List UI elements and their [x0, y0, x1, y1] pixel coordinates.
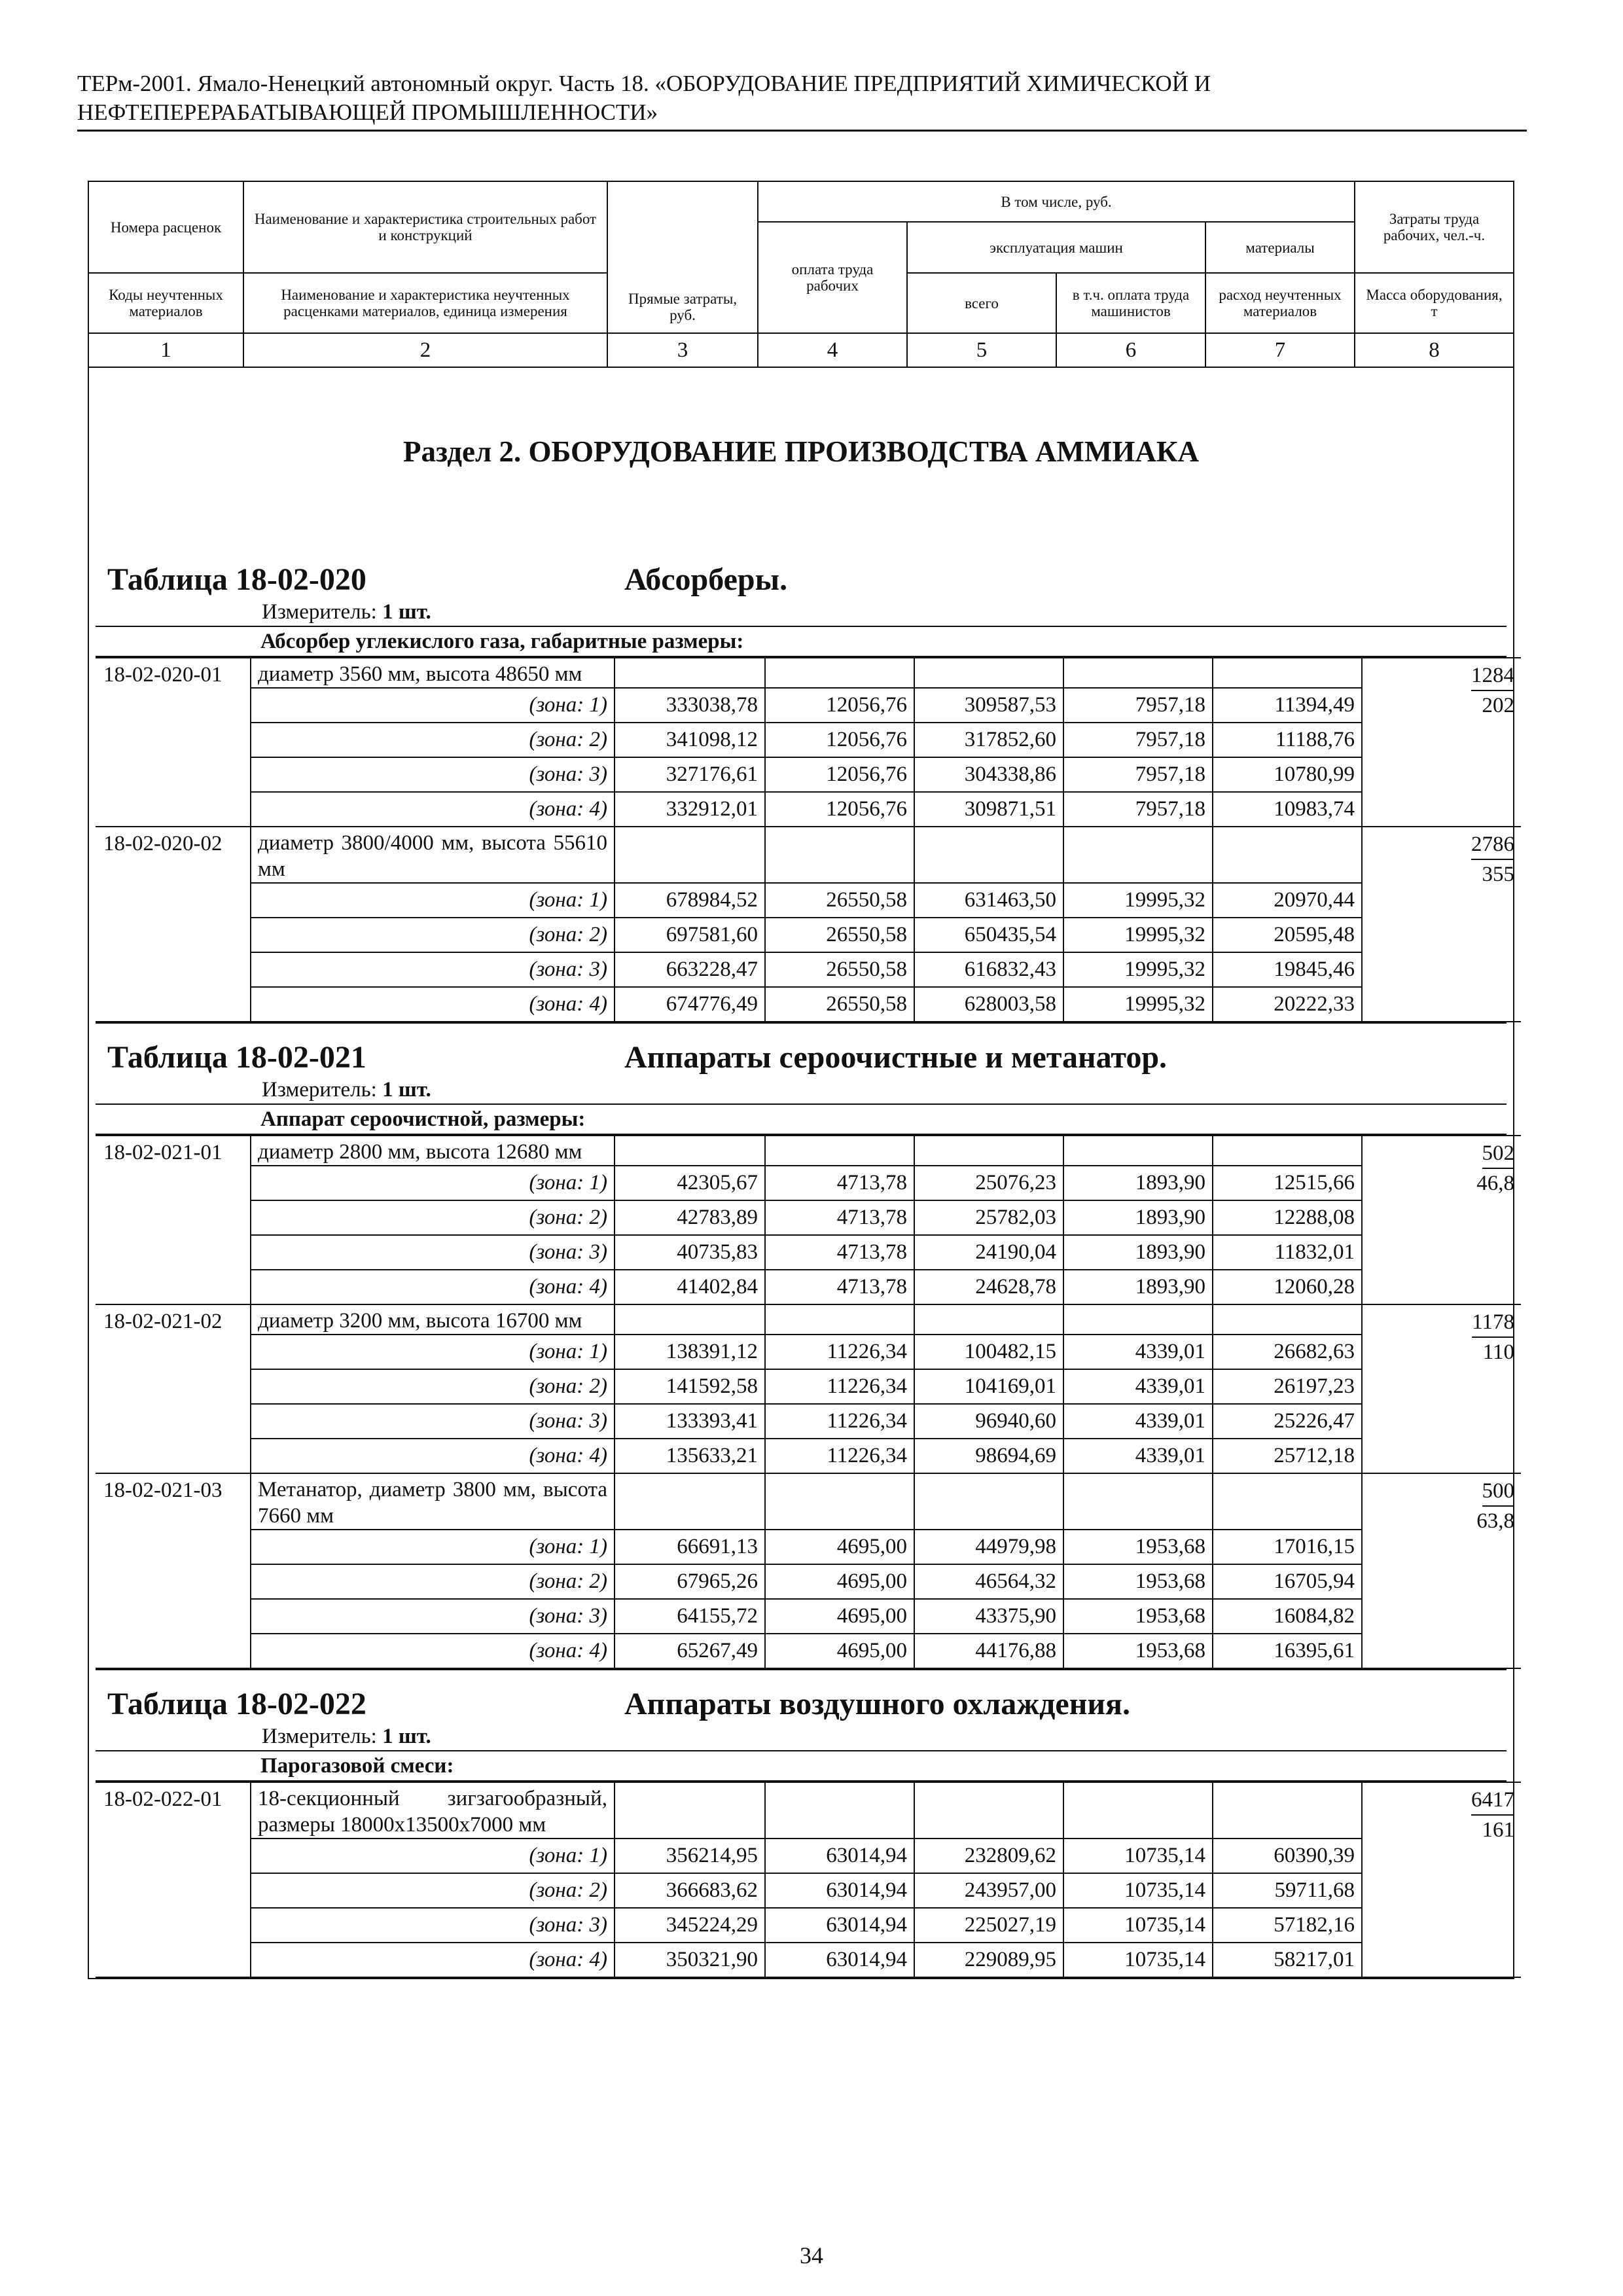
value-mach: 304338,86 — [914, 757, 1063, 792]
value-wages: 11226,34 — [765, 1439, 914, 1473]
value-mach-wages: 1953,68 — [1063, 1564, 1213, 1599]
measure-label: Измеритель: — [262, 600, 377, 624]
section-title: Раздел 2. ОБОРУДОВАНИЕ ПРОИЗВОДСТВА АММИАКА — [403, 435, 1199, 468]
value-mach-wages: 4339,01 — [1063, 1439, 1213, 1473]
table-row — [96, 1908, 1521, 1943]
empty-cell — [615, 827, 765, 883]
rate-code: 18-02-022-01 — [96, 1782, 251, 1977]
value-direct: 41402,84 — [615, 1270, 765, 1304]
price-table — [88, 181, 1514, 1979]
empty-cell — [1213, 658, 1362, 688]
col3-header: Прямые затраты, руб. — [607, 181, 758, 333]
zone-label: (зона: 1) — [251, 1335, 615, 1369]
value-materials: 11394,49 — [1213, 688, 1362, 723]
table-title — [96, 1024, 1507, 1076]
value-materials: 19845,46 — [1213, 952, 1362, 987]
column-number: 5 — [907, 333, 1056, 367]
header-rule — [77, 130, 1527, 132]
value-materials: 20970,44 — [1213, 883, 1362, 918]
table-row — [96, 1873, 1521, 1908]
zone-label: (зона: 4) — [251, 987, 615, 1022]
empty-cell — [1063, 1304, 1213, 1335]
value-mach: 43375,90 — [914, 1599, 1063, 1634]
zone-label: (зона: 4) — [251, 1943, 615, 1977]
empty-cell — [1063, 1782, 1213, 1839]
value-mach-wages: 19995,32 — [1063, 952, 1213, 987]
value-mach: 309871,51 — [914, 792, 1063, 827]
subheading: Абсорбер углекислого газа, габаритные размеры: — [96, 626, 1507, 657]
empty-cell — [615, 1136, 765, 1166]
value-materials: 57182,16 — [1213, 1908, 1362, 1943]
zone-label: (зона: 3) — [251, 1599, 615, 1634]
value-mach: 25782,03 — [914, 1200, 1063, 1235]
zone-label: (зона: 3) — [251, 1908, 615, 1943]
zone-label: (зона: 1) — [251, 1839, 615, 1873]
value-direct: 141592,58 — [615, 1369, 765, 1404]
value-wages: 26550,58 — [765, 918, 914, 952]
value-materials: 20595,48 — [1213, 918, 1362, 952]
labor-cost: 1178 — [1472, 1308, 1514, 1338]
value-direct: 678984,52 — [615, 883, 765, 918]
value-wages: 11226,34 — [765, 1335, 914, 1369]
value-mach: 98694,69 — [914, 1439, 1063, 1473]
equipment-mass: 161 — [1482, 1818, 1514, 1842]
table-row — [96, 1235, 1521, 1270]
col7-header-top: материалы — [1205, 222, 1355, 273]
value-mach-wages: 1893,90 — [1063, 1200, 1213, 1235]
column-number: 2 — [243, 333, 607, 367]
value-direct: 42783,89 — [615, 1200, 765, 1235]
value-mach-wages: 10735,14 — [1063, 1908, 1213, 1943]
col2-header-bottom: Наименование и характеристика неучтенных расценками материалов, единица измерения — [243, 273, 607, 333]
value-materials: 16084,82 — [1213, 1599, 1362, 1634]
labor-mass-cell — [1362, 1136, 1521, 1304]
zone-label: (зона: 2) — [251, 1369, 615, 1404]
value-mach: 243957,00 — [914, 1873, 1063, 1908]
value-wages: 63014,94 — [765, 1908, 914, 1943]
zone-label: (зона: 2) — [251, 723, 615, 757]
table-number: Таблица 18-02-022 — [107, 1687, 366, 1721]
value-materials: 12515,66 — [1213, 1166, 1362, 1200]
value-materials: 26197,23 — [1213, 1369, 1362, 1404]
table-block — [96, 546, 1514, 1022]
equipment-mass: 110 — [1482, 1340, 1514, 1364]
rate-code: 18-02-020-01 — [96, 658, 251, 827]
column-number: 3 — [607, 333, 758, 367]
value-mach-wages: 19995,32 — [1063, 918, 1213, 952]
empty-cell — [914, 1782, 1063, 1839]
column-number: 7 — [1205, 333, 1355, 367]
table-row — [96, 1369, 1521, 1404]
empty-cell — [1063, 827, 1213, 883]
value-materials: 26682,63 — [1213, 1335, 1362, 1369]
value-wages: 26550,58 — [765, 987, 914, 1022]
table-row — [96, 952, 1521, 987]
value-mach-wages: 1953,68 — [1063, 1634, 1213, 1668]
value-mach: 24190,04 — [914, 1235, 1063, 1270]
value-materials: 25226,47 — [1213, 1404, 1362, 1439]
header-line-2: НЕФТЕПЕРЕРАБАТЫВАЮЩЕЙ ПРОМЫШЛЕННОСТИ» — [77, 99, 658, 125]
measure-unit — [96, 598, 1507, 626]
column-number: 4 — [758, 333, 907, 367]
value-wages: 4713,78 — [765, 1166, 914, 1200]
value-direct: 356214,95 — [615, 1839, 765, 1873]
value-mach: 225027,19 — [914, 1908, 1063, 1943]
value-wages: 12056,76 — [765, 792, 914, 827]
labor-mass-cell — [1362, 658, 1521, 827]
rate-description: диаметр 3560 мм, высота 48650 мм — [251, 658, 615, 688]
table-row — [96, 792, 1521, 827]
value-mach: 25076,23 — [914, 1166, 1063, 1200]
zone-label: (зона: 3) — [251, 1404, 615, 1439]
col5-header: всего — [907, 273, 1056, 333]
zone-label: (зона: 4) — [251, 1634, 615, 1668]
measure-value: 1 шт. — [382, 1725, 431, 1748]
value-direct: 332912,01 — [615, 792, 765, 827]
table-name: Аппараты сероочистные и метанатор. — [624, 1040, 1168, 1075]
empty-cell — [765, 1304, 914, 1335]
table-row — [96, 1439, 1521, 1473]
table-row — [96, 658, 1521, 688]
table-row — [96, 1634, 1521, 1668]
labor-mass-cell — [1362, 1782, 1521, 1977]
empty-cell — [765, 827, 914, 883]
zone-label: (зона: 2) — [251, 1200, 615, 1235]
value-materials: 58217,01 — [1213, 1943, 1362, 1977]
empty-cell — [765, 1473, 914, 1530]
zone-label: (зона: 1) — [251, 1530, 615, 1564]
data-table — [96, 657, 1521, 1022]
col6-header: в т.ч. оплата труда машинистов — [1056, 273, 1205, 333]
table-row — [96, 1404, 1521, 1439]
empty-cell — [615, 658, 765, 688]
empty-cell — [765, 658, 914, 688]
table-row — [96, 1782, 1521, 1839]
table-row — [96, 987, 1521, 1022]
measure-value: 1 шт. — [382, 600, 431, 624]
value-direct: 65267,49 — [615, 1634, 765, 1668]
value-mach-wages: 10735,14 — [1063, 1839, 1213, 1873]
zone-label: (зона: 2) — [251, 918, 615, 952]
measure-unit — [96, 1076, 1507, 1103]
equipment-mass: 46,8 — [1476, 1172, 1514, 1195]
labor-cost: 502 — [1482, 1139, 1515, 1169]
col1-header-top: Номера расценок — [88, 181, 243, 273]
table-number: Таблица 18-02-020 — [107, 562, 366, 597]
value-mach-wages: 4339,01 — [1063, 1369, 1213, 1404]
col7-header-bottom: расход неучтенных материалов — [1205, 273, 1355, 333]
empty-cell — [1213, 1304, 1362, 1335]
value-direct: 42305,67 — [615, 1166, 765, 1200]
value-wages: 63014,94 — [765, 1943, 914, 1977]
rate-code: 18-02-021-01 — [96, 1136, 251, 1304]
value-mach-wages: 10735,14 — [1063, 1943, 1213, 1977]
value-materials: 10780,99 — [1213, 757, 1362, 792]
data-table — [96, 1135, 1521, 1669]
empty-cell — [914, 658, 1063, 688]
data-table — [96, 1782, 1521, 1978]
value-mach-wages: 10735,14 — [1063, 1873, 1213, 1908]
zone-label: (зона: 3) — [251, 757, 615, 792]
value-mach: 44979,98 — [914, 1530, 1063, 1564]
value-direct: 66691,13 — [615, 1530, 765, 1564]
table-row — [96, 1335, 1521, 1369]
table-row — [96, 1599, 1521, 1634]
value-mach-wages: 7957,18 — [1063, 723, 1213, 757]
equipment-mass: 355 — [1482, 863, 1514, 886]
value-direct: 674776,49 — [615, 987, 765, 1022]
measure-value: 1 шт. — [382, 1078, 431, 1102]
value-materials: 25712,18 — [1213, 1439, 1362, 1473]
labor-mass-cell — [1362, 827, 1521, 1022]
table-row — [96, 1839, 1521, 1873]
table-body — [88, 367, 1514, 1979]
labor-cost: 6417 — [1471, 1785, 1514, 1816]
value-materials: 16395,61 — [1213, 1634, 1362, 1668]
value-wages: 4695,00 — [765, 1564, 914, 1599]
table-name: Аппараты воздушного охлаждения. — [624, 1687, 1130, 1721]
empty-cell — [615, 1304, 765, 1335]
measure-label: Измеритель: — [262, 1078, 377, 1102]
table-block — [96, 1022, 1514, 1669]
empty-cell — [1213, 1136, 1362, 1166]
rate-description: Метанатор, диаметр 3800 мм, высота 7660 мм — [251, 1473, 615, 1530]
value-materials: 11188,76 — [1213, 723, 1362, 757]
zone-label: (зона: 1) — [251, 688, 615, 723]
value-wages: 63014,94 — [765, 1839, 914, 1873]
value-materials: 16705,94 — [1213, 1564, 1362, 1599]
column-number: 6 — [1056, 333, 1205, 367]
rate-code: 18-02-020-02 — [96, 827, 251, 1022]
empty-cell — [914, 1136, 1063, 1166]
col2-header-top: Наименование и характеристика строительных работ и конструкций — [243, 181, 607, 273]
zone-label: (зона: 4) — [251, 1439, 615, 1473]
col1-header-bottom: Коды неучтенных материалов — [88, 273, 243, 333]
value-direct: 350321,90 — [615, 1943, 765, 1977]
measure-label: Измеритель: — [262, 1725, 377, 1748]
value-mach: 232809,62 — [914, 1839, 1063, 1873]
group-header-machines: эксплуатация машин — [907, 222, 1205, 273]
value-direct: 138391,12 — [615, 1335, 765, 1369]
value-mach: 24628,78 — [914, 1270, 1063, 1304]
value-mach: 631463,50 — [914, 883, 1063, 918]
value-materials: 20222,33 — [1213, 987, 1362, 1022]
empty-cell — [1213, 1473, 1362, 1530]
value-mach: 229089,95 — [914, 1943, 1063, 1977]
value-materials: 10983,74 — [1213, 792, 1362, 827]
value-direct: 135633,21 — [615, 1439, 765, 1473]
rate-description: диаметр 3200 мм, высота 16700 мм — [251, 1304, 615, 1335]
empty-cell — [765, 1782, 914, 1839]
table-row — [96, 723, 1521, 757]
table-row — [96, 1564, 1521, 1599]
value-mach: 628003,58 — [914, 987, 1063, 1022]
table-row — [96, 1200, 1521, 1235]
empty-cell — [1063, 1136, 1213, 1166]
value-materials: 12288,08 — [1213, 1200, 1362, 1235]
zone-label: (зона: 4) — [251, 1270, 615, 1304]
subheading: Парогазовой смеси: — [96, 1750, 1507, 1782]
empty-cell — [1063, 1473, 1213, 1530]
empty-cell — [1063, 658, 1213, 688]
column-number: 1 — [88, 333, 243, 367]
value-wages: 12056,76 — [765, 688, 914, 723]
table-row — [96, 1473, 1521, 1530]
value-mach-wages: 7957,18 — [1063, 757, 1213, 792]
table-title — [96, 1670, 1507, 1723]
value-materials: 17016,15 — [1213, 1530, 1362, 1564]
table-row — [96, 1136, 1521, 1166]
value-materials: 12060,28 — [1213, 1270, 1362, 1304]
table-title — [96, 546, 1507, 598]
value-mach: 100482,15 — [914, 1335, 1063, 1369]
value-mach-wages: 7957,18 — [1063, 688, 1213, 723]
column-number: 8 — [1355, 333, 1514, 367]
table-row — [96, 827, 1521, 883]
value-mach: 616832,43 — [914, 952, 1063, 987]
value-wages: 11226,34 — [765, 1404, 914, 1439]
zone-label: (зона: 2) — [251, 1873, 615, 1908]
table-row — [96, 688, 1521, 723]
value-direct: 333038,78 — [615, 688, 765, 723]
value-wages: 4695,00 — [765, 1599, 914, 1634]
table-row — [96, 1270, 1521, 1304]
table-row — [96, 883, 1521, 918]
value-mach: 317852,60 — [914, 723, 1063, 757]
value-wages: 4695,00 — [765, 1530, 914, 1564]
table-row — [96, 1943, 1521, 1977]
value-materials: 11832,01 — [1213, 1235, 1362, 1270]
labor-mass-cell — [1362, 1473, 1521, 1668]
value-mach-wages: 1893,90 — [1063, 1235, 1213, 1270]
rate-code: 18-02-021-03 — [96, 1473, 251, 1668]
value-materials: 60390,39 — [1213, 1839, 1362, 1873]
value-mach: 46564,32 — [914, 1564, 1063, 1599]
table-row — [96, 918, 1521, 952]
value-wages: 4713,78 — [765, 1200, 914, 1235]
page-number: 34 — [800, 2242, 823, 2269]
value-direct: 697581,60 — [615, 918, 765, 952]
rate-description: 18-секционный зигзагообразный, размеры 18000х13500х7000 мм — [251, 1782, 615, 1839]
value-direct: 663228,47 — [615, 952, 765, 987]
value-wages: 4713,78 — [765, 1235, 914, 1270]
value-wages: 26550,58 — [765, 952, 914, 987]
empty-cell — [615, 1782, 765, 1839]
group-header-incl: В том числе, руб. — [758, 181, 1355, 222]
value-mach-wages: 4339,01 — [1063, 1404, 1213, 1439]
empty-cell — [914, 827, 1063, 883]
empty-cell — [765, 1136, 914, 1166]
empty-cell — [615, 1473, 765, 1530]
value-mach-wages: 1893,90 — [1063, 1270, 1213, 1304]
table-row — [96, 1304, 1521, 1335]
header-line-1: ТЕРм-2001. Ямало-Ненецкий автономный округ. Часть 18. «ОБОРУДОВАНИЕ ПРЕДПРИЯТИЙ ХИМИЧЕСКОЙ И — [77, 71, 1211, 96]
labor-cost: 1284 — [1471, 661, 1514, 691]
subheading: Аппарат сероочистной, размеры: — [96, 1103, 1507, 1135]
value-mach: 96940,60 — [914, 1404, 1063, 1439]
value-wages: 4695,00 — [765, 1634, 914, 1668]
zone-label: (зона: 3) — [251, 1235, 615, 1270]
value-mach-wages: 19995,32 — [1063, 987, 1213, 1022]
value-materials: 59711,68 — [1213, 1873, 1362, 1908]
table-block — [96, 1669, 1514, 1978]
value-direct: 64155,72 — [615, 1599, 765, 1634]
equipment-mass: 202 — [1482, 694, 1514, 717]
value-wages: 12056,76 — [765, 723, 914, 757]
value-direct: 345224,29 — [615, 1908, 765, 1943]
rate-description: диаметр 3800/4000 мм, высота 55610 мм — [251, 827, 615, 883]
col4-header: оплата труда рабочих — [758, 222, 907, 333]
value-mach: 104169,01 — [914, 1369, 1063, 1404]
value-direct: 40735,83 — [615, 1235, 765, 1270]
zone-label: (зона: 1) — [251, 883, 615, 918]
zone-label: (зона: 1) — [251, 1166, 615, 1200]
rate-code: 18-02-021-02 — [96, 1304, 251, 1473]
empty-cell — [914, 1473, 1063, 1530]
table-row — [96, 1530, 1521, 1564]
value-mach: 650435,54 — [914, 918, 1063, 952]
empty-cell — [914, 1304, 1063, 1335]
value-wages: 26550,58 — [765, 883, 914, 918]
value-direct: 67965,26 — [615, 1564, 765, 1599]
value-mach: 309587,53 — [914, 688, 1063, 723]
zone-label: (зона: 4) — [251, 792, 615, 827]
empty-cell — [1213, 827, 1362, 883]
zone-label: (зона: 3) — [251, 952, 615, 987]
value-direct: 133393,41 — [615, 1404, 765, 1439]
value-wages: 11226,34 — [765, 1369, 914, 1404]
measure-unit — [96, 1723, 1507, 1750]
tables-container — [96, 546, 1514, 1978]
empty-cell — [1213, 1782, 1362, 1839]
value-direct: 366683,62 — [615, 1873, 765, 1908]
col8-header-top: Затраты труда рабочих, чел.-ч. — [1355, 181, 1514, 273]
value-mach-wages: 4339,01 — [1063, 1335, 1213, 1369]
value-direct: 327176,61 — [615, 757, 765, 792]
value-wages: 12056,76 — [765, 757, 914, 792]
page-header — [77, 69, 1527, 127]
value-mach: 44176,88 — [914, 1634, 1063, 1668]
value-mach-wages: 7957,18 — [1063, 792, 1213, 827]
value-mach-wages: 1953,68 — [1063, 1530, 1213, 1564]
table-row — [96, 757, 1521, 792]
labor-mass-cell — [1362, 1304, 1521, 1473]
value-direct: 341098,12 — [615, 723, 765, 757]
table-row — [96, 1166, 1521, 1200]
value-wages: 4713,78 — [765, 1270, 914, 1304]
value-wages: 63014,94 — [765, 1873, 914, 1908]
value-mach-wages: 1893,90 — [1063, 1166, 1213, 1200]
table-name: Абсорберы. — [624, 562, 788, 597]
zone-label: (зона: 2) — [251, 1564, 615, 1599]
equipment-mass: 63,8 — [1476, 1509, 1514, 1533]
rate-description: диаметр 2800 мм, высота 12680 мм — [251, 1136, 615, 1166]
table-number: Таблица 18-02-021 — [107, 1040, 366, 1075]
col8-header-bottom: Масса оборудования, т — [1355, 273, 1514, 333]
value-mach-wages: 1953,68 — [1063, 1599, 1213, 1634]
labor-cost: 2786 — [1471, 830, 1514, 860]
value-mach-wages: 19995,32 — [1063, 883, 1213, 918]
labor-cost: 500 — [1482, 1477, 1515, 1507]
